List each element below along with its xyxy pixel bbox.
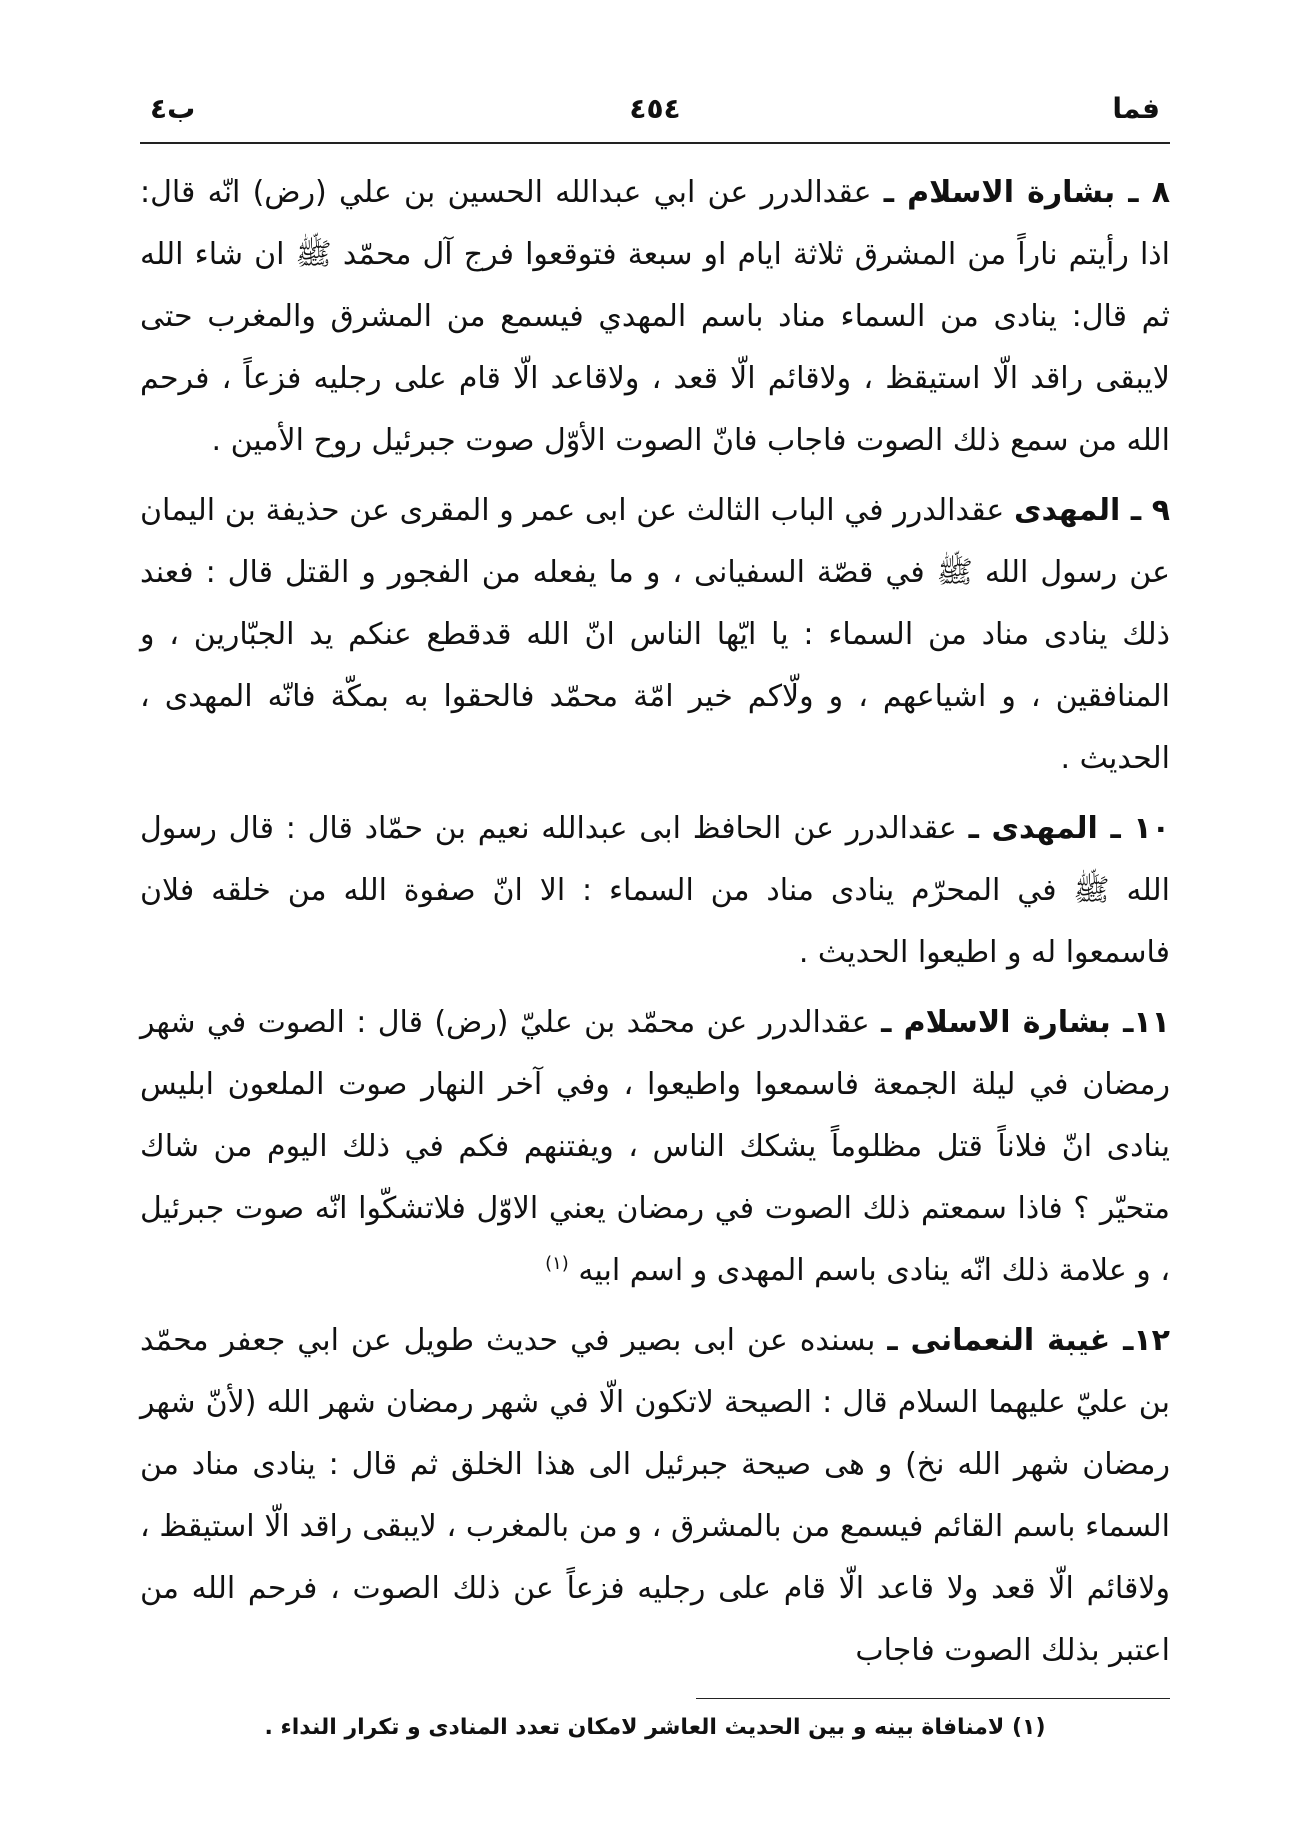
header-right-label: فما — [1112, 92, 1160, 125]
paragraph-text: عقدالدرر عن ابي عبدالله الحسين بن علي (رض) انّه قال: اذا رأيتم ناراً من المشرق ثلاثة ايام او سبعة فتوقعوا فرج آل محمّد ﷺ ان شاء الله ثم قال: ينادى من السماء مناد باسم المهدي فيسمع من المشرق والمغرب حتى لايبقى راقد الّا استيقظ ، ولاقائم الّا قعد ، ولاقاعد الّا قام على رجليه فزعاً ، فرحم الله من سمع ذلك الصوت فاجاب فانّ الصوت الأوّل صوت جبرئيل روح الأمين . — [140, 175, 1170, 458]
page-number: ٤٥٤ — [629, 92, 681, 125]
body-text — [140, 162, 1170, 1682]
paragraph-12 — [140, 1310, 1170, 1682]
paragraph-label: ١١ـ بشارة الاسلام ـ — [881, 1005, 1170, 1040]
paragraph-9 — [140, 480, 1170, 790]
paragraph-text: عقدالدرر في الباب الثالث عن ابى عمر و المقرى عن حذيفة بن اليمان عن رسول الله ﷺ في قصّة السفيانى ، و ما يفعله من الفجور و القتل قال : فعند ذلك ينادى مناد من السماء : يا ايّها الناس انّ الله قدقطع عنكم يد الجبّارين ، و المنافقين ، و اشياعهم ، و ولّاكم خير امّة محمّد فالحقوا به بمكّة فانّه المهدى ، الحديث . — [140, 493, 1170, 776]
paragraph-10 — [140, 798, 1170, 984]
page-header — [140, 80, 1170, 142]
paragraph-label: ١٠ ـ المهدى ـ — [968, 811, 1170, 846]
paragraph-label: ٨ ـ بشارة الاسلام ـ — [883, 175, 1170, 210]
header-left-label: ب٤ — [150, 92, 196, 125]
paragraph-text: عقدالدرر عن محمّد بن عليّ (رض) قال : الصوت في شهر رمضان في ليلة الجمعة فاسمعوا واطيعوا ، وفي آخر النهار صوت الملعون ابليس ينادى انّ فلاناً قتل مظلوماً يشكك الناس ، ويفتنهم فكم في ذلك اليوم من شاك متحيّر ؟ فاذا سمعتم ذلك الصوت في رمضان يعني الاوّل فلاتشكّوا انّه صوت جبرئيل ، و علامة ذلك انّه ينادى باسم المهدى و اسم ابيه — [140, 1005, 1170, 1288]
paragraph-text: عقدالدرر عن الحافظ ابى عبدالله نعيم بن حمّاد قال : قال رسول الله ﷺ في المحرّم ينادى مناد من السماء : الا انّ صفوة الله من خلقه فلان فاسمعوا له و اطيعوا الحديث . — [140, 811, 1170, 970]
paragraph-label: ١٢ـ غيبة النعمانى ـ — [887, 1323, 1170, 1358]
footnote-reference: (١) — [545, 1253, 569, 1274]
footnote-rule — [696, 1698, 1170, 1699]
paragraph-text: بسنده عن ابى بصير في حديث طويل عن ابي جعفر محمّد بن عليّ عليهما السلام قال : الصيحة لاتكون الّا في شهر رمضان شهر الله (لأنّ شهر رمضان شهر الله نخ) و هى صيحة جبرئيل الى هذا الخلق ثم قال : ينادى مناد من السماء باسم القائم فيسمع من بالمشرق ، و من بالمغرب ، لايبقى راقد الّا استيقظ ، ولاقائم الّا قعد ولا قاعد الّا قام على رجليه فزعاً عن ذلك الصوت ، فرحم الله من اعتبر بذلك الصوت فاجاب — [140, 1323, 1170, 1668]
paragraph-11 — [140, 992, 1170, 1302]
paragraph-label: ٩ ـ المهدى — [1013, 493, 1170, 528]
footnote: (١) لامنافاة بينه و بين الحديث العاشر لامكان تعدد المنادى و تكرار النداء . — [264, 1715, 1046, 1740]
header-rule — [140, 142, 1170, 144]
paragraph-8 — [140, 162, 1170, 472]
document-page — [140, 80, 1170, 1780]
